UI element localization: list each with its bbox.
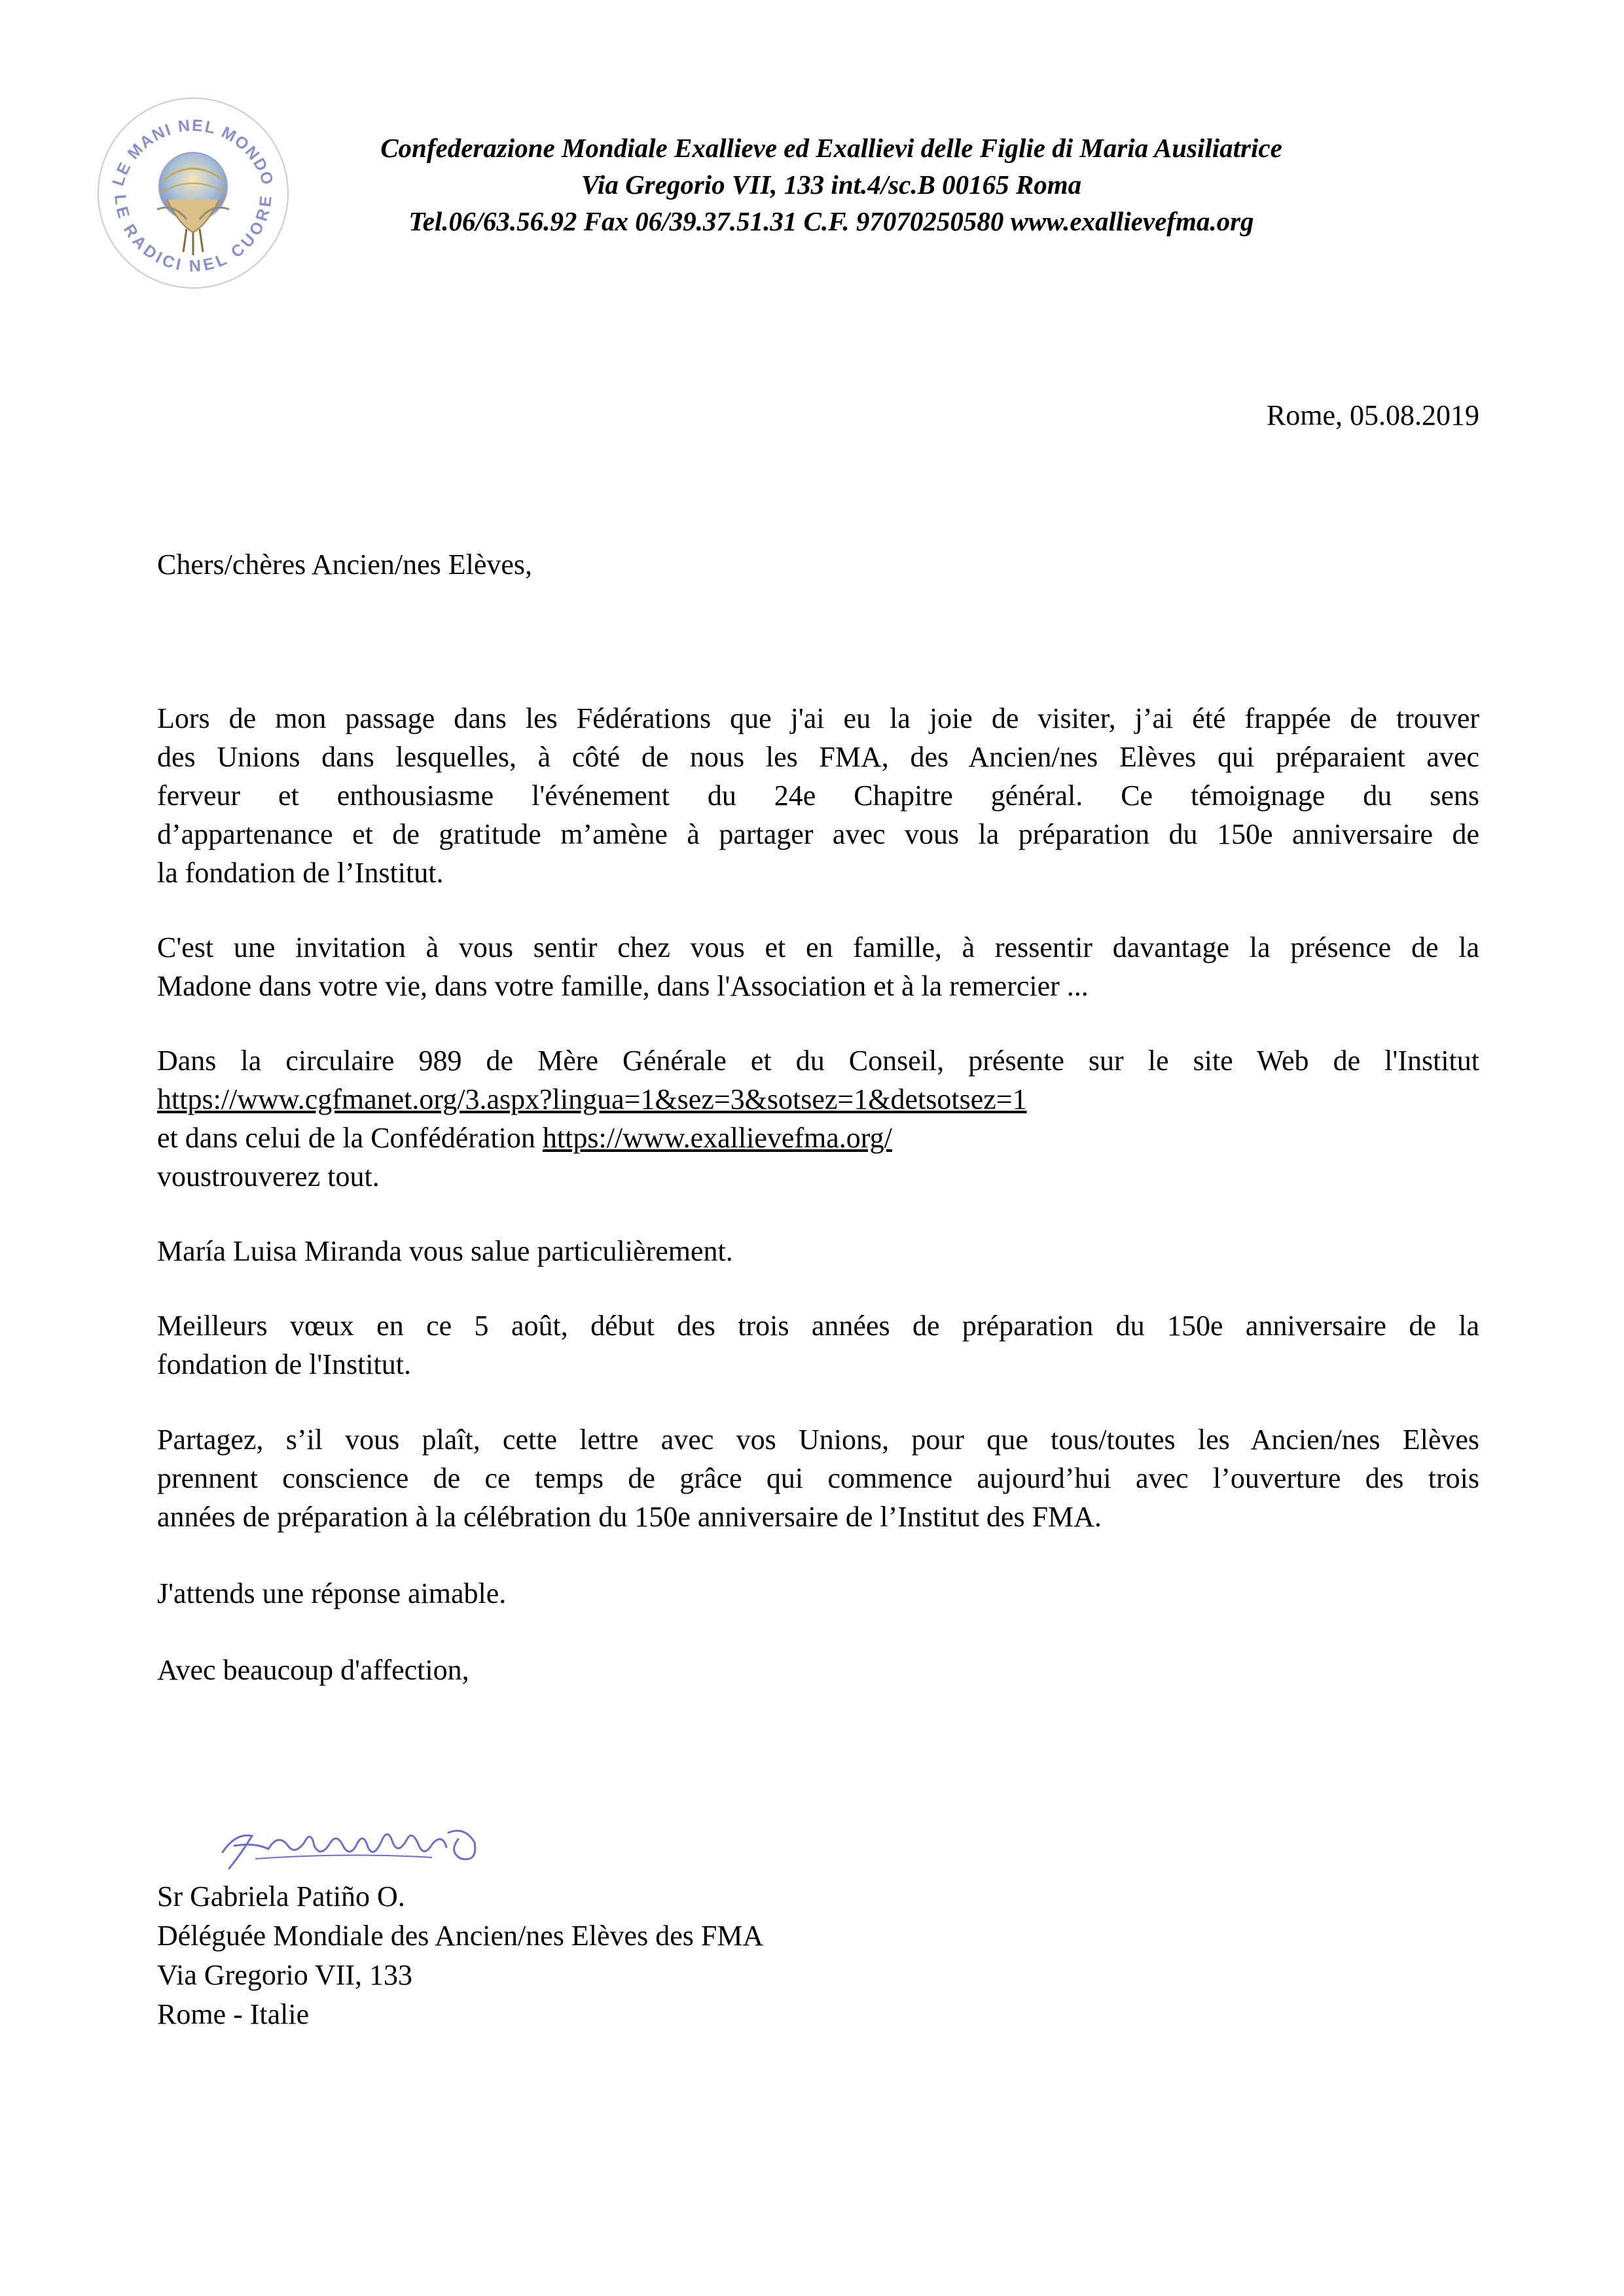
- handwritten-signature: [216, 1806, 504, 1885]
- greeting: Chers/chères Ancien/nes Elèves,: [157, 548, 533, 581]
- svg-text:LE RADICI NEL CUORE: LE RADICI NEL CUORE: [111, 193, 276, 276]
- closing-salutation: Avec beaucoup d'affection,: [157, 1654, 469, 1686]
- signer-city: Rome - Italie: [157, 1998, 310, 2030]
- organization-name: Confederazione Mondiale Exallieve ed Exallievi delle Figlie di Maria Ausiliatrice: [380, 133, 1282, 163]
- paragraph-line: d’appartenance et de gratitude m’amène à partager avec vous la préparation du 150e anniversaire de: [157, 818, 1479, 850]
- paragraph-line: Partagez, s’il vous plaît, cette lettre avec vos Unions, pour que tous/toutes les Ancien/nes Elèves: [157, 1424, 1479, 1456]
- paragraph-line: Madone dans votre vie, dans votre famille, dans l'Association et à la remercier ...: [157, 970, 1089, 1002]
- organization-address: Via Gregorio VII, 133 int.4/sc.B 00165 Roma: [581, 170, 1082, 200]
- paragraph-4: María Luisa Miranda vous salue particulièrement.: [157, 1235, 733, 1267]
- paragraph-7: J'attends une réponse aimable.: [157, 1577, 507, 1609]
- letter-date: Rome, 05.08.2019: [1266, 399, 1479, 431]
- institute-circular-link[interactable]: https://www.cgfmanet.org/3.aspx?lingua=1&sez=3&sotsez=1&detsotsez=1: [157, 1083, 1027, 1115]
- paragraph-3: [157, 1041, 1479, 1196]
- paragraph-line: la fondation de l’Institut.: [157, 857, 444, 889]
- letterhead: [288, 130, 1375, 240]
- paragraph-line: Lors de mon passage dans les Fédérations que j'ai eu la joie de visiter, j’ai été frappée de trouver: [157, 702, 1479, 734]
- paragraph-6: [157, 1420, 1479, 1536]
- paragraph-line: Dans la circulaire 989 de Mère Générale et du Conseil, présente sur le site Web de l'Institut: [157, 1045, 1479, 1077]
- signer-address: Via Gregorio VII, 133: [157, 1959, 413, 1991]
- paragraph-line: ferveur et enthousiasme l'événement du 24e Chapitre général. Ce témoignage du sens: [157, 780, 1479, 812]
- paragraph-5: [157, 1306, 1479, 1384]
- organization-contacts: Tel.06/63.56.92 Fax 06/39.37.51.31 C.F. 97070250580 www.exallievefma.org: [408, 206, 1254, 236]
- svg-text:LE MANI NEL MONDO: LE MANI NEL MONDO: [109, 116, 278, 188]
- paragraph-line: C'est une invitation à vous sentir chez vous et en famille, à ressentir davantage la présence de la: [157, 931, 1479, 963]
- confederation-website-link[interactable]: https://www.exallievefma.org/: [542, 1122, 892, 1154]
- paragraph-1: [157, 699, 1479, 892]
- paragraph-line: années de préparation à la célébration du 150e anniversaire de l’Institut des FMA.: [157, 1501, 1102, 1533]
- paragraph-2: [157, 928, 1479, 1005]
- confederation-logo: [95, 95, 291, 291]
- paragraph-line: Meilleurs vœux en ce 5 août, début des trois années de préparation du 150e anniversaire de la: [157, 1310, 1479, 1342]
- paragraph-line: et dans celui de la Confédération: [157, 1122, 543, 1154]
- paragraph-line: des Unions dans lesquelles, à côté de nous les FMA, des Ancien/nes Elèves qui préparaient avec: [157, 741, 1479, 773]
- paragraph-line: voustrouverez tout.: [157, 1160, 380, 1193]
- paragraph-line: fondation de l'Institut.: [157, 1348, 411, 1380]
- paragraph-line: prennent conscience de ce temps de grâce qui commence aujourd’hui avec l’ouverture des trois: [157, 1462, 1479, 1494]
- signer-title: Déléguée Mondiale des Ancien/nes Elèves des FMA: [157, 1920, 764, 1952]
- signature-block: [157, 1877, 763, 2034]
- signer-name: Sr Gabriela Patiño O.: [157, 1880, 405, 1912]
